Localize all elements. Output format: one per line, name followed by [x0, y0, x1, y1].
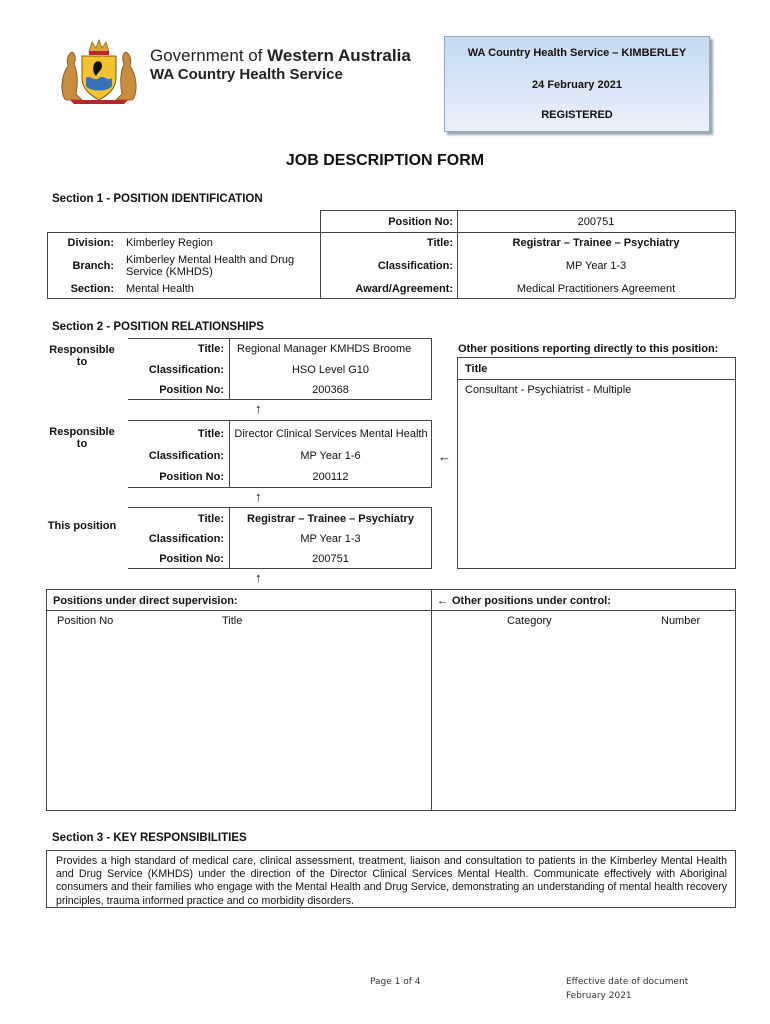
box2-classification-label: Classification: — [148, 450, 224, 462]
gov-title-part2: Western Australia — [267, 46, 411, 65]
box2-classification-value: MP Year 1-6 — [300, 450, 361, 462]
box1-classification-label: Classification: — [148, 364, 224, 376]
arrow-up-icon: ↑ — [255, 489, 262, 504]
effective-date-label: Effective date of document — [566, 977, 689, 987]
stamp-line-1: WA Country Health Service – KIMBERLEY — [467, 47, 687, 59]
section-value: Mental Health — [126, 283, 194, 295]
arrow-up-icon: ↑ — [255, 401, 262, 416]
under-supervision-heading: Positions under direct supervision: — [53, 595, 238, 607]
this-position-label: This position — [47, 520, 117, 532]
branch-label: Branch: — [72, 260, 114, 272]
box3-classification-value: MP Year 1-3 — [300, 533, 361, 545]
registration-stamp — [444, 36, 710, 132]
box3-classification-label: Classification: — [148, 533, 224, 545]
key-responsibilities-text: Provides a high standard of medical care, clinical assessment, treatment, liaison and consultation to patients in the Kimberley Mental Health and Drug Service (KMHDS) under the direction of the Director Clinical Services Mental Health. Communicate effectively with Aboriginal consumers and their families who engage with the Mental Health and Drug Service, demonstrating an understanding of mental health recovery principles, trauma informed practice and co morbidity disorders. — [46, 850, 736, 908]
box3-title-label: Title: — [197, 513, 224, 525]
gov-subtitle: WA Country Health Service — [150, 66, 343, 83]
position-no-value: 200751 — [577, 216, 615, 228]
stamp-line-3: REGISTERED — [541, 109, 613, 121]
other-positions-row: Consultant - Psychiatrist - Multiple — [465, 384, 632, 396]
box1-title-label: Title: — [197, 343, 224, 355]
division-label: Division: — [67, 237, 114, 249]
section-label: Section: — [70, 282, 114, 295]
box1-position-no-label: Position No: — [159, 384, 224, 396]
title-value: Registrar – Trainee – Psychiatry — [512, 237, 680, 249]
gov-title — [150, 46, 411, 65]
arrow-left-icon: ← — [438, 449, 451, 464]
form-title: JOB DESCRIPTION FORM — [285, 152, 485, 169]
col-category: Category — [507, 615, 552, 627]
box3-title-value: Registrar – Trainee – Psychiatry — [247, 513, 414, 525]
col-title: Title — [222, 615, 243, 627]
gov-title-part1: Government of — [150, 46, 268, 65]
col-position-no: Position No — [57, 615, 114, 627]
section1-heading: Section 1 - POSITION IDENTIFICATION — [52, 193, 263, 205]
col-number: Number — [661, 615, 701, 627]
arrow-up-icon: ↑ — [255, 570, 262, 585]
classification-label: Classification: — [377, 260, 453, 272]
title-label: Title: — [426, 237, 453, 249]
section3-heading: Section 3 - KEY RESPONSIBILITIES — [52, 832, 247, 844]
box3-position-no-label: Position No: — [159, 553, 224, 565]
classification-value: MP Year 1-3 — [565, 260, 627, 272]
responsible-to-label-2: Responsible to — [49, 426, 115, 450]
position-no-label: Position No: — [388, 216, 453, 228]
box2-position-no-value: 200112 — [312, 471, 349, 483]
box2-title-label: Title: — [197, 428, 224, 440]
effective-date-value: February 2021 — [566, 991, 632, 1001]
award-label: Award/Agreement: — [355, 282, 453, 295]
box2-title-value: Director Clinical Services Mental Health — [234, 428, 428, 440]
box1-classification-value: HSO Level G10 — [291, 364, 370, 376]
wa-crest-logo — [56, 38, 142, 106]
box1-position-no-value: 200368 — [312, 384, 349, 396]
other-positions-col-title: Title — [465, 363, 488, 375]
under-control-heading — [437, 593, 733, 609]
section2-heading: Section 2 - POSITION RELATIONSHIPS — [52, 321, 264, 333]
box1-title-value: Regional Manager KMHDS Broome — [237, 343, 412, 355]
responsible-to-label-1: Responsible to — [49, 344, 115, 368]
page-number: Page 1 of 4 — [370, 977, 421, 987]
branch-value: Kimberley Mental Health and Drug Service (KMHDS) — [126, 254, 295, 278]
stamp-line-2: 24 February 2021 — [532, 79, 622, 91]
division-value: Kimberley Region — [126, 237, 213, 249]
box3-position-no-value: 200751 — [312, 553, 349, 565]
arrow-left-icon: ← — [437, 595, 448, 607]
box2-position-no-label: Position No: — [159, 471, 224, 483]
award-value: Medical Practitioners Agreement — [516, 283, 676, 295]
other-positions-heading: Other positions reporting directly to this position: — [458, 343, 719, 355]
under-control-heading-text: Other positions under control: — [452, 595, 611, 607]
